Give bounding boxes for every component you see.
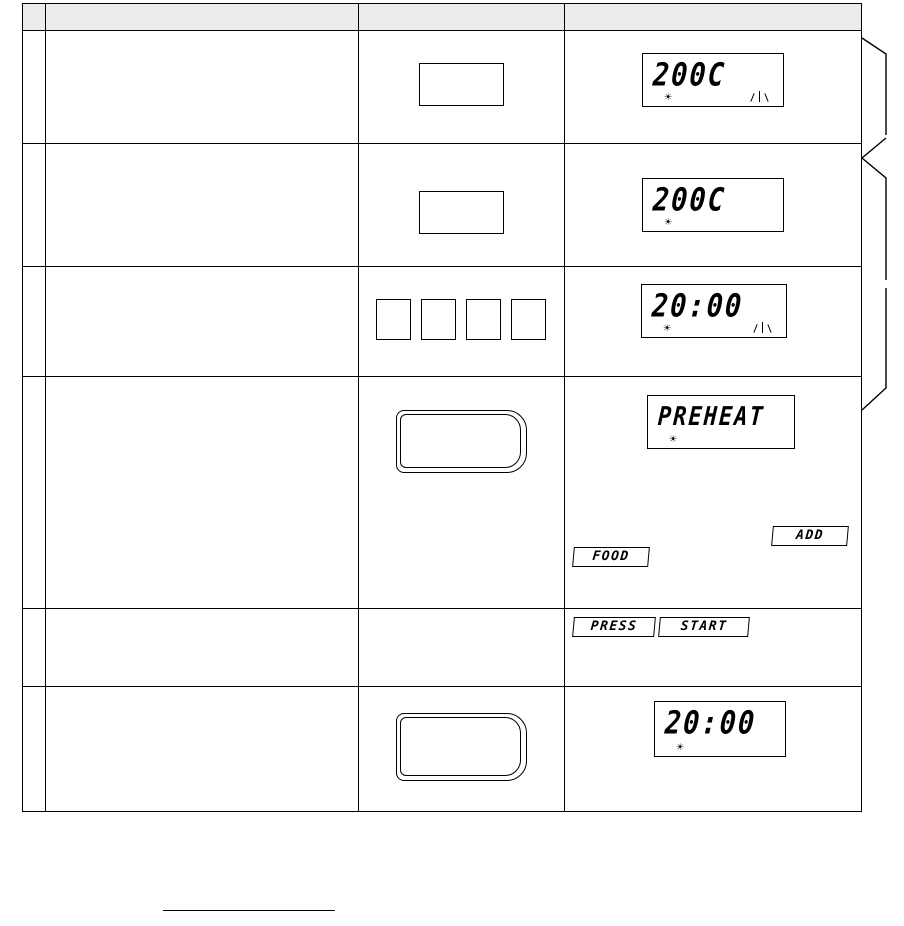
keypad-key: [466, 299, 501, 340]
rect-button-icon: [419, 191, 504, 234]
step-number: [23, 31, 46, 144]
lcd-value: PREHEAT: [656, 402, 766, 433]
header-cell-button: [359, 4, 564, 31]
header-cell-number: [23, 4, 46, 31]
keypad-key: [421, 299, 456, 340]
display-illustration-cell: [564, 377, 861, 609]
table-row: [23, 377, 862, 609]
header-cell-description: [46, 4, 359, 31]
footnote-rule: [163, 910, 335, 911]
table-row: [23, 687, 862, 812]
lcd-display: [642, 53, 784, 107]
lcd-display: [641, 284, 787, 338]
step-description: [46, 377, 359, 609]
step-number: [23, 609, 46, 687]
step-number: [23, 377, 46, 609]
sun-icon: [668, 434, 679, 445]
lcd-value: 20:00: [663, 705, 757, 742]
display-illustration-cell: [564, 687, 861, 812]
display-illustration-cell: [564, 144, 861, 267]
keypad-key: [511, 299, 546, 340]
button-illustration-cell: [359, 609, 564, 687]
button-illustration-cell: [359, 144, 564, 267]
step-description: [46, 609, 359, 687]
lcd-tag-food: FOOD: [572, 547, 650, 567]
button-illustration-cell: [359, 31, 564, 144]
table-row: [23, 144, 862, 267]
lcd-value: 200C: [651, 182, 727, 219]
display-illustration-cell: [564, 31, 861, 144]
blink-icon: [754, 321, 776, 333]
step-description: [46, 687, 359, 812]
keypad-key: [376, 299, 411, 340]
lcd-tag-press: PRESS: [572, 617, 656, 637]
lcd-display: [647, 395, 795, 449]
button-illustration-cell: [359, 687, 564, 812]
step-number: [23, 267, 46, 377]
lcd-tag-add: ADD: [771, 526, 849, 546]
display-illustration-cell: [564, 267, 861, 377]
table-header-row: [23, 4, 862, 31]
sun-icon: [662, 323, 673, 334]
step-number: [23, 144, 46, 267]
display-illustration-cell: [564, 609, 861, 687]
header-cell-display: [564, 4, 861, 31]
sun-icon: [675, 742, 686, 753]
blink-icon: [751, 90, 773, 102]
lcd-value: 200C: [651, 57, 727, 94]
step-number: [23, 687, 46, 812]
step-description: [46, 144, 359, 267]
lcd-display: [654, 701, 786, 757]
button-illustration-cell: [359, 377, 564, 609]
rect-button-icon: [419, 63, 504, 106]
keypad-icon: [359, 299, 563, 340]
table-row: [23, 609, 862, 687]
table-row: [23, 267, 862, 377]
sun-icon: [663, 217, 674, 228]
start-button-icon: [396, 713, 527, 781]
start-button-icon: [396, 410, 527, 473]
lcd-display: [642, 178, 784, 232]
sun-icon: [663, 92, 674, 103]
lcd-value: 20:00: [650, 288, 744, 325]
step-description: [46, 31, 359, 144]
lcd-tag-start: START: [658, 617, 750, 637]
step-description: [46, 267, 359, 377]
instruction-table: [22, 3, 862, 812]
table-row: [23, 31, 862, 144]
callout-braces: [858, 20, 904, 420]
button-illustration-cell: [359, 267, 564, 377]
